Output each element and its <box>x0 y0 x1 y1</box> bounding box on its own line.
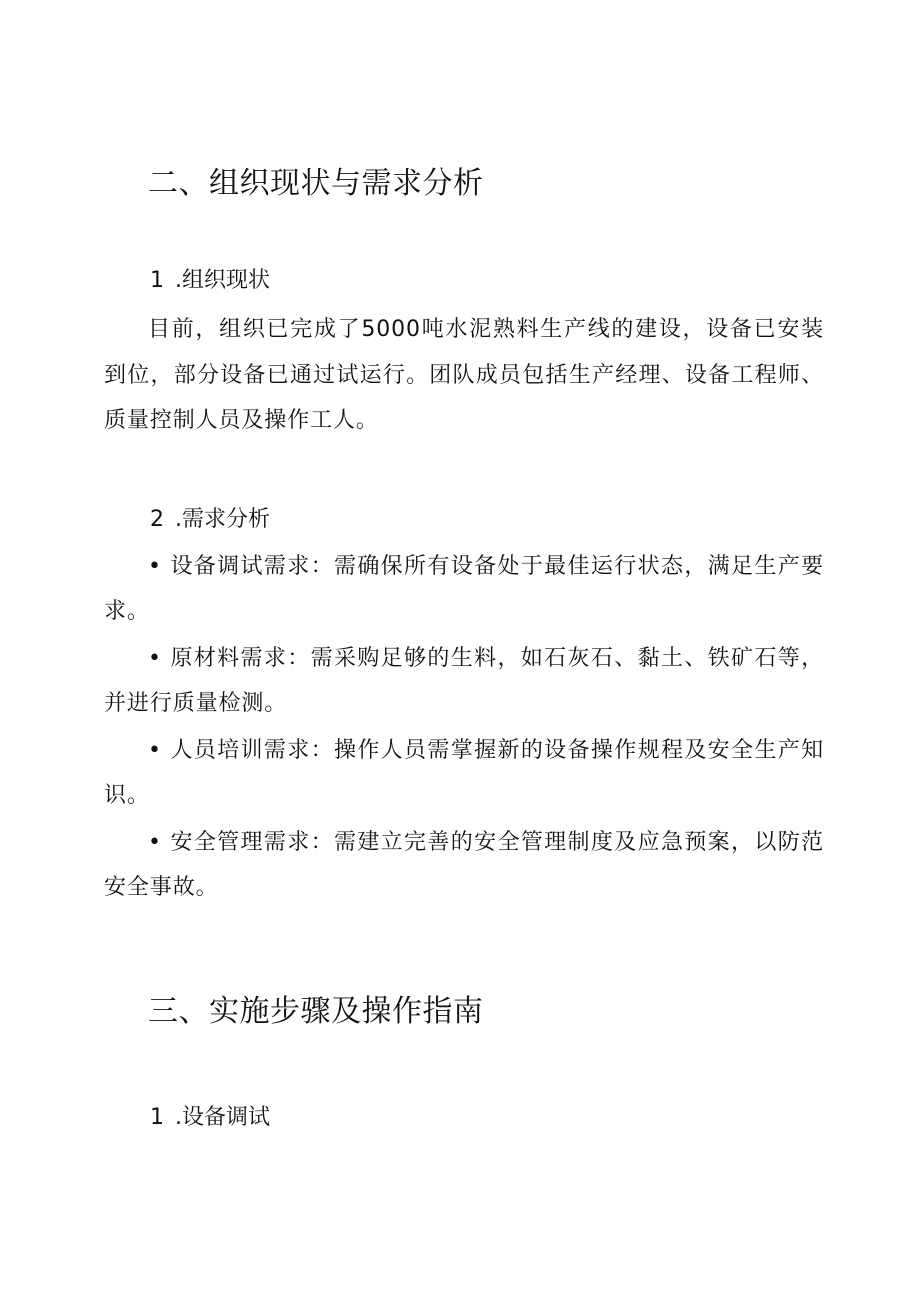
section-heading-organization-status: 二、组织现状与需求分析 <box>148 166 484 201</box>
bullet-icon: • <box>148 646 162 671</box>
subsection-title: .需求分析 <box>175 507 270 532</box>
subsection-title: .组织现状 <box>175 268 270 293</box>
subsection-heading-needs-analysis <box>150 505 270 535</box>
subsection-heading-current-status <box>150 266 270 296</box>
paragraph-current-status: 目前，组织已完成了5000吨水泥熟料生产线的建设，设备已安装到位，部分设备已通过试运行。团队成员包括生产经理、设备工程师、质量控制人员及操作工人。 <box>104 317 824 433</box>
bullet-text: 设备调试需求：需确保所有设备处于最佳运行状态，满足生产要求。 <box>104 554 824 624</box>
subsection-number: 1 <box>150 268 168 293</box>
section-heading-implementation-steps: 三、实施步骤及操作指南 <box>148 994 484 1029</box>
bullet-text: 安全管理需求：需建立完善的安全管理制度及应急预案，以防范安全事故。 <box>104 830 824 900</box>
bullet-item-raw-materials <box>104 636 824 726</box>
bullet-icon: • <box>148 830 162 855</box>
subsection-title: .设备调试 <box>175 1105 270 1130</box>
bullet-icon: • <box>148 738 162 763</box>
bullet-text: 人员培训需求：操作人员需掌握新的设备操作规程及安全生产知识。 <box>104 738 824 808</box>
bullet-icon: • <box>148 554 162 579</box>
subsection-number: 1 <box>150 1105 168 1130</box>
subsection-number: 2 <box>150 507 168 532</box>
bullet-item-equipment-commissioning <box>104 544 824 634</box>
subsection-heading-equipment-commissioning <box>150 1103 270 1133</box>
bullet-item-safety-management <box>104 820 824 910</box>
bullet-text: 原材料需求：需采购足够的生料，如石灰石、黏土、铁矿石等，并进行质量检测。 <box>104 646 824 716</box>
bullet-item-personnel-training <box>104 728 824 818</box>
